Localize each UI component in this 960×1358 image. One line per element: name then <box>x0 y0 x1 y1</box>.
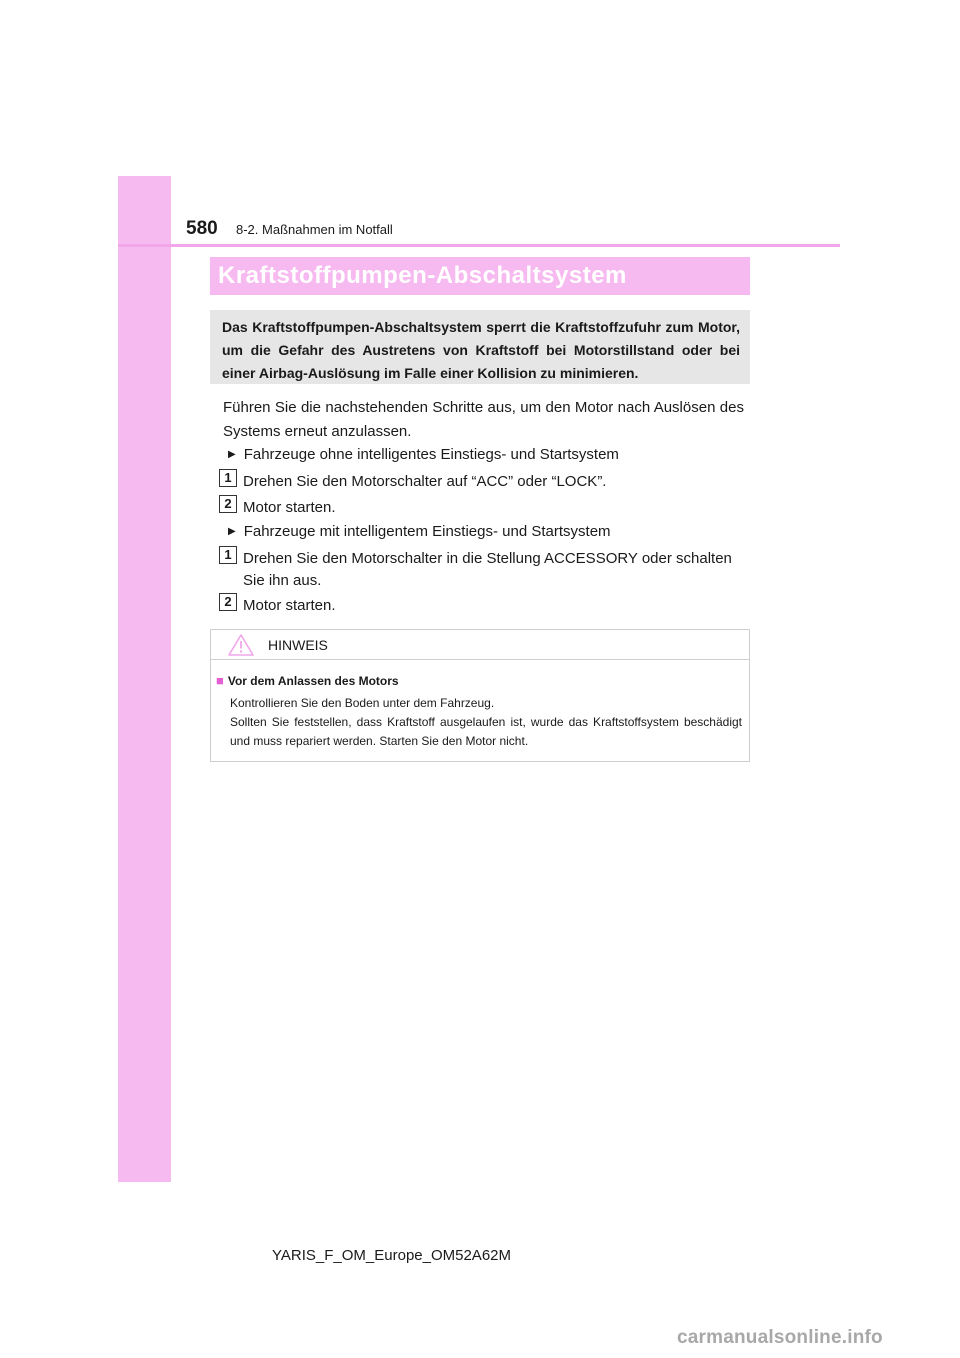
section-label: 8-2. Maßnahmen im Notfall <box>236 222 393 237</box>
group-heading <box>228 445 619 467</box>
step-number-badge: 2 <box>219 495 237 513</box>
notice-header <box>211 630 749 660</box>
intro-box <box>210 310 750 384</box>
header-rule <box>118 244 840 247</box>
step-text: Motor starten. <box>243 597 336 614</box>
pink-square-icon: ■ <box>216 673 224 688</box>
side-tab <box>118 176 171 1182</box>
group-heading-text: Fahrzeuge mit intelligentem Einstiegs- und Startsystem <box>243 523 611 540</box>
notice-line: Kontrollieren Sie den Boden unter dem Fahrzeug. <box>230 696 495 710</box>
step-number-badge: 1 <box>219 546 237 564</box>
group-heading <box>228 522 611 544</box>
title-bar <box>210 257 750 295</box>
triangle-right-icon: ▶ <box>228 526 236 537</box>
warning-triangle-icon <box>227 633 255 657</box>
page-title: Kraftstoffpumpen-Abschaltsystem <box>218 262 627 289</box>
step-number-badge: 2 <box>219 593 237 611</box>
page-number: 580 <box>186 218 218 239</box>
group-heading-text: Fahrzeuge ohne intelligentes Einstiegs- und Startsystem <box>243 446 619 463</box>
notice-title: HINWEIS <box>268 637 328 653</box>
step-text: Drehen Sie den Motorschalter in die Stellung ACCESSORY oder schalten Sie ihn aus. <box>243 550 732 589</box>
body-paragraph: Führen Sie die nachstehenden Schritte aus, um den Motor nach Auslösen des Systems erneut anzulassen. <box>223 399 744 440</box>
step-text: Drehen Sie den Motorschalter auf “ACC” oder “LOCK”. <box>243 473 607 490</box>
watermark: carmanualsonline.info <box>677 1327 883 1348</box>
footer-code: YARIS_F_OM_Europe_OM52A62M <box>272 1247 511 1264</box>
intro-text: Das Kraftstoffpumpen-Abschaltsystem sperrt die Kraftstoffzufuhr zum Motor, um die Gefahr des Austretens von Kraftstoff bei Motorstillstand oder bei einer Airbag-Auslösung im Falle einer Kollision zu minimieren. <box>222 319 740 381</box>
step-number-badge: 1 <box>219 469 237 487</box>
notice-line: Sollten Sie feststellen, dass Kraftstoff ausgelaufen ist, wurde das Kraftstoffsystem beschädigt und muss repariert werden. Starten Sie den Motor nicht. <box>230 715 742 748</box>
notice-subheading-text: Vor dem Anlassen des Motors <box>227 674 399 688</box>
notice-box <box>210 629 750 762</box>
triangle-right-icon: ▶ <box>228 449 236 460</box>
step-text: Motor starten. <box>243 499 336 516</box>
notice-body <box>230 694 742 751</box>
notice-subheading <box>216 673 399 688</box>
